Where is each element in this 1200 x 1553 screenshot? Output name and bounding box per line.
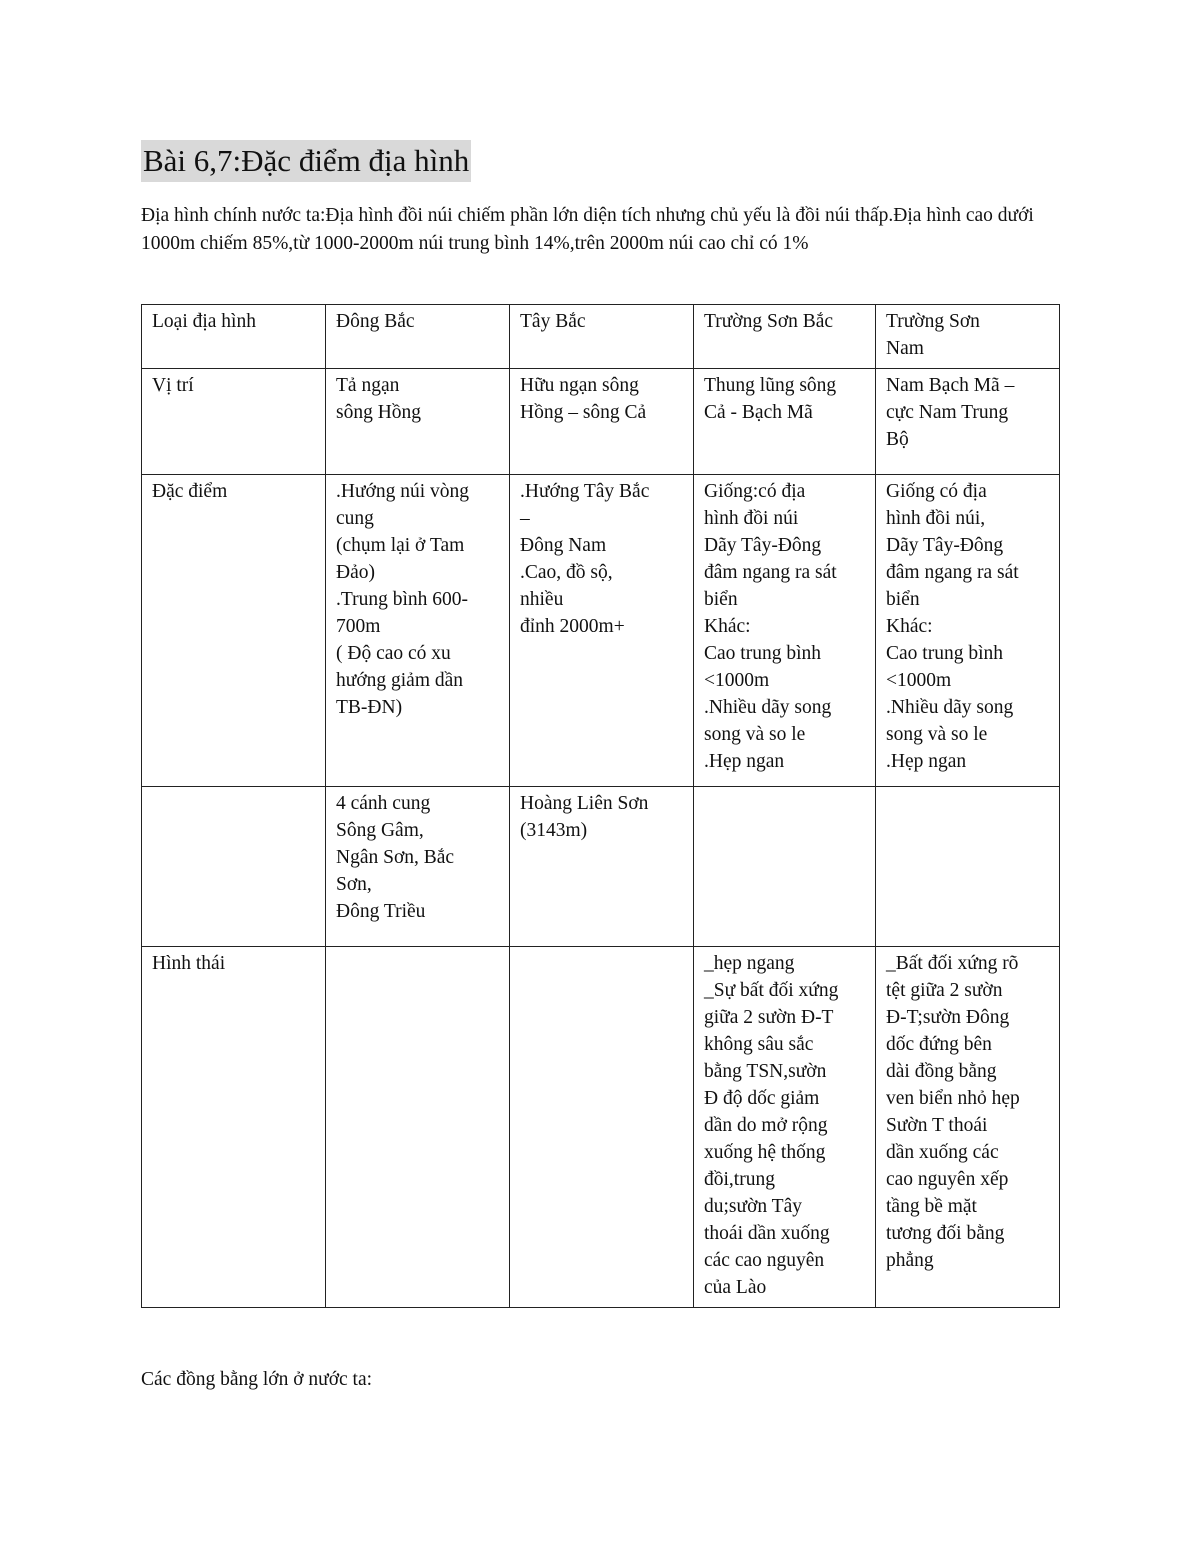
table-cell: _Bất đối xứng rõ tệt giữa 2 sườn Đ-T;sườn Đông dốc đứng bên dài đồng bằng ven biển nhỏ hẹp Sườn T thoái dần xuống các cao nguyên xếp tầng bề mặt tương đối bằng phẳng: [876, 947, 1060, 1308]
intro-paragraph: Địa hình chính nước ta:Địa hình đồi núi chiếm phần lớn diện tích nhưng chủ yếu là đồi núi thấp.Địa hình cao dưới 1000m chiếm 85%,từ 1000-2000m núi trung bình 14%,trên 2000m núi cao chỉ có 1%: [141, 205, 1034, 254]
table-cell: Nam Bạch Mã – cực Nam Trung Bộ: [876, 369, 1060, 475]
table-row-morphology: [142, 947, 1060, 1308]
table-cell: Trường Sơn Nam: [876, 305, 1060, 369]
terrain-table: [141, 304, 1060, 1308]
table-cell: Hình thái: [142, 947, 326, 1308]
table-cell: Vị trí: [142, 369, 326, 475]
table-cell: Trường Sơn Bắc: [694, 305, 876, 369]
table-cell: 4 cánh cung Sông Gâm, Ngân Sơn, Bắc Sơn, Đông Triều: [326, 787, 510, 947]
table-cell: Tả ngạn sông Hồng: [326, 369, 510, 475]
table-cell: Giống:có địa hình đồi núi Dãy Tây-Đông đâm ngang ra sát biển Khác: Cao trung bình <1000m .Nhiều dãy song song và so le .Hẹp ngan: [694, 475, 876, 787]
table-cell: [876, 787, 1060, 947]
table-cell: .Hướng núi vòng cung (chụm lại ở Tam Đảo) .Trung bình 600- 700m ( Độ cao có xu hướng giảm dần TB-ĐN): [326, 475, 510, 787]
table-cell: Thung lũng sông Cả - Bạch Mã: [694, 369, 876, 475]
table-cell: [510, 947, 694, 1308]
table-row-location: [142, 369, 1060, 475]
footer-text: Các đồng bằng lớn ở nước ta:: [141, 1369, 373, 1390]
table-cell: Hữu ngạn sông Hồng – sông Cả: [510, 369, 694, 475]
table-cell: [326, 947, 510, 1308]
table-cell: Giống có địa hình đồi núi, Dãy Tây-Đông đâm ngang ra sát biển Khác: Cao trung bình <1000m .Nhiều dãy song song và so le .Hẹp ngan: [876, 475, 1060, 787]
table-cell: Hoàng Liên Sơn (3143m): [510, 787, 694, 947]
table-row-features: [142, 475, 1060, 787]
table-row-header: [142, 305, 1060, 369]
table-cell: Loại địa hình: [142, 305, 326, 369]
page-title: Bài 6,7:Đặc điểm địa hình: [141, 140, 471, 182]
table-cell: Đặc điểm: [142, 475, 326, 787]
table-cell: [694, 787, 876, 947]
table-row-ranges: [142, 787, 1060, 947]
table-cell: _hẹp ngang _Sự bất đối xứng giữa 2 sườn Đ-T không sâu sắc bằng TSN,sườn Đ độ dốc giảm dần do mở rộng xuống hệ thống đồi,trung du;sườn Tây thoái dần xuống các cao nguyên của Lào: [694, 947, 876, 1308]
table-cell: .Hướng Tây Bắc – Đông Nam .Cao, đồ sộ, nhiều đỉnh 2000m+: [510, 475, 694, 787]
table-cell: Tây Bắc: [510, 305, 694, 369]
table-cell: [142, 787, 326, 947]
table-cell: Đông Bắc: [326, 305, 510, 369]
